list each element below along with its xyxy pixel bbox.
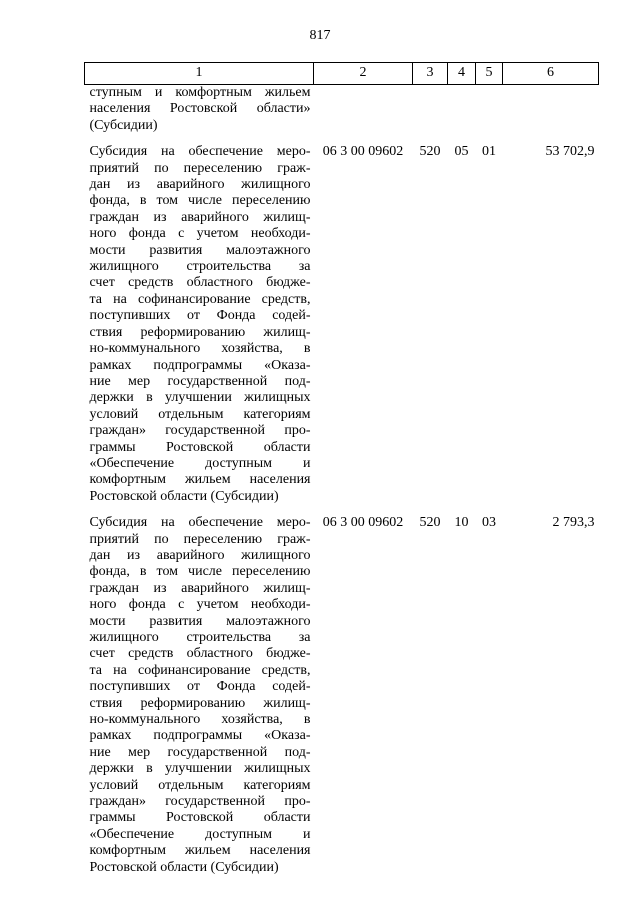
continuation-row [85, 85, 599, 141]
description-line: мости развития малоэтажного [89, 242, 311, 258]
description-line: дан из аварийного жилищного [89, 547, 311, 563]
description-line: населения Ростовской области» [89, 101, 311, 117]
description-line: Субсидия на обеспечение меро- [89, 144, 311, 160]
description-line: граждан» государственной про- [89, 423, 311, 439]
row-description [85, 511, 314, 882]
subsection-code: 01 [482, 144, 496, 160]
description-line: держки в улучшении жилищных [89, 390, 311, 406]
target-article-code: 06 3 00 09602 [322, 144, 404, 160]
section-code: 10 [454, 515, 469, 531]
description-line: граждан» государственной про- [89, 794, 311, 810]
description-line: граждан из аварийного жилищ- [89, 209, 311, 225]
description-line: жилищного строительства за [89, 259, 311, 275]
description-line: поступивших от Фонда содей- [89, 308, 311, 324]
amount: 53 702,9 [545, 144, 595, 160]
description-line: рамках подпрограммы «Оказа- [89, 728, 311, 744]
description-line: условий отдельным категориям [89, 406, 311, 422]
table-row [85, 511, 599, 882]
subsection-code: 03 [482, 515, 496, 531]
description-line: (Субсидии) [89, 117, 158, 133]
description-line: комфортным жильем населения [89, 843, 311, 859]
description-line: та на софинансирование средств, [89, 662, 311, 678]
row-description [85, 140, 314, 511]
description-line: но-коммунального хозяйства, в [89, 341, 311, 357]
description-line: дан из аварийного жилищного [89, 177, 311, 193]
description-line: «Обеспечение доступным и [89, 826, 311, 842]
description-line: но-коммунального хозяйства, в [89, 712, 311, 728]
description-line: та на софинансирование средств, [89, 291, 311, 307]
header-cell-1: 1 [85, 63, 314, 85]
description-line: ствия реформированию жилищ- [89, 695, 311, 711]
description-line: приятий по переселению граж- [89, 531, 311, 547]
description-line: «Обеспечение доступным и [89, 455, 311, 471]
header-cell-5: 5 [476, 63, 503, 85]
header-cell-4: 4 [448, 63, 476, 85]
continuation-description [85, 85, 314, 141]
description-line: граждан из аварийного жилищ- [89, 580, 311, 596]
page-number: 817 [309, 28, 331, 43]
description-line: граммы Ростовской области [89, 810, 311, 826]
section-code: 05 [454, 144, 469, 160]
table-row [85, 140, 599, 511]
description-line: фонда, в том числе переселению [89, 193, 311, 209]
header-cell-2: 2 [314, 63, 413, 85]
target-article-code: 06 3 00 09602 [322, 515, 404, 531]
description-line: ного фонда с учетом необходи- [89, 226, 311, 242]
budget-table [84, 62, 599, 882]
header-cell-3: 3 [413, 63, 448, 85]
description-line: комфортным жильем населения [89, 472, 311, 488]
description-line: ствия реформированию жилищ- [89, 324, 311, 340]
description-line: ного фонда с учетом необходи- [89, 597, 311, 613]
description-line: Субсидия на обеспечение меро- [89, 515, 311, 531]
expense-type-code: 520 [419, 515, 441, 531]
description-line: фонда, в том числе переселению [89, 564, 311, 580]
description-line: поступивших от Фонда содей- [89, 679, 311, 695]
description-line: жилищного строительства за [89, 630, 311, 645]
description-line: ние мер государственной под- [89, 744, 311, 760]
description-line: ние мер государственной под- [89, 373, 311, 389]
amount: 2 793,3 [552, 515, 595, 531]
description-line: счет средств областного бюдже- [89, 275, 311, 291]
description-line: рамках подпрограммы «Оказа- [89, 357, 311, 373]
description-line: ступным и комфортным жильем [89, 85, 311, 100]
description-line: держки в улучшении жилищных [89, 761, 311, 777]
description-line: приятий по переселению граж- [89, 160, 311, 176]
description-line: условий отдельным категориям [89, 777, 311, 793]
header-row [85, 63, 599, 85]
header-cell-6: 6 [503, 63, 599, 85]
expense-type-code: 520 [419, 144, 441, 160]
description-line: граммы Ростовской области [89, 439, 311, 455]
description-line: Ростовской области (Субсидии) [89, 488, 279, 504]
description-line: счет средств областного бюдже- [89, 646, 311, 662]
description-line: мости развития малоэтажного [89, 613, 311, 629]
description-line: Ростовской области (Субсидии) [89, 859, 279, 875]
